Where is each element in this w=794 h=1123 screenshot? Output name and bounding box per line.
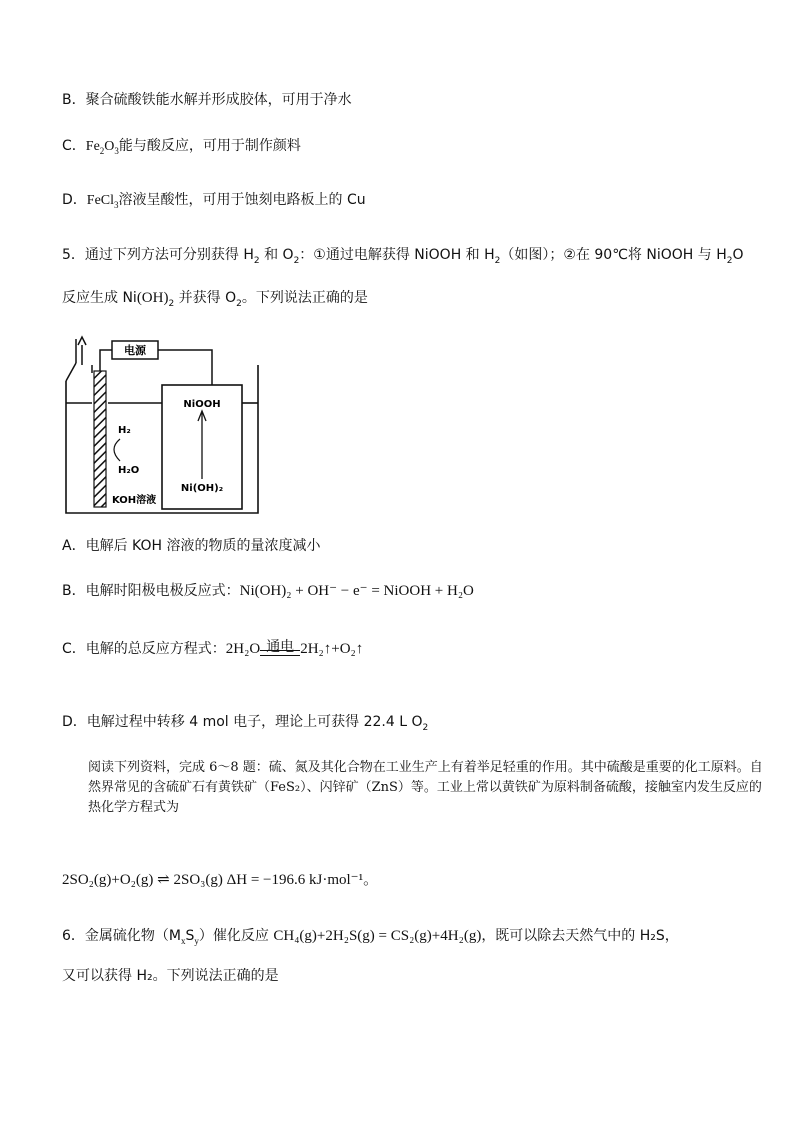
power-source-label: 电源 <box>124 344 146 357</box>
reading-material: 阅读下列资料，完成 6～8 题：硫、氮及其化合物在工业生产上有着举足轻重的作用。其中硫酸是重要的化工原料。自然界常见的含硫矿石有黄铁矿（FeS₂）、闪锌矿（ZnS）等。工业上常以黄铁矿为原料制备硫酸，接触室内发生反应的热化学方程式为 <box>88 760 763 815</box>
cathode-electrode <box>94 371 106 507</box>
option-text: 溶液呈酸性，可用于蚀刻电路板上的 Cu <box>118 192 366 208</box>
question-5-stem-line1: 5．通过下列方法可分别获得 $H_2$ 和 $O_2$：①通过电解获得 NiOOH 和 $H_2$（如图）；②在 90℃将 NiOOH 与 $H_2O$ <box>62 247 744 266</box>
question-6-stem-line2: 又可以获得 H₂。下列说法正确的是 <box>62 968 279 984</box>
option-letter: C． <box>62 138 86 154</box>
option-d-q4 <box>62 190 366 215</box>
h2-label: H₂ <box>118 425 131 436</box>
curved-arrow-icon <box>114 439 120 461</box>
electrolysis-diagram <box>62 333 262 519</box>
question-6-stem-line1: 6．金属硫化物$(M_xS_y)$催化反应 CH₄(g)+2H₂S(g) = CS₂(g)+4H₂(g)，既可以除去天然气中的 H₂S， <box>62 928 679 946</box>
option-letter: B． <box>62 92 86 108</box>
h2o-label: H₂O <box>118 465 140 476</box>
option-a-q5: A．电解后 KOH 溶液的物质的量浓度减小 <box>62 538 321 554</box>
electrolysis-condition: 通电 <box>260 634 300 664</box>
nioh2-label: Ni(OH)₂ <box>180 483 224 494</box>
gas-outlet-arrow-icon <box>66 337 92 381</box>
option-b-q5: B．电解时阳极电极反应式：Ni(OH)₂ + OH⁻ − e⁻ = NiOOH + H₂O <box>62 583 474 599</box>
option-text: 聚合硫酸铁能水解并形成胶体，可用于净水 <box>85 92 352 108</box>
option-c-q5: C．电解的总反应方程式：2H₂O 通电 2H₂↑+O₂↑ <box>62 634 363 664</box>
option-c-q4 <box>62 136 301 161</box>
option-b-q4 <box>62 90 352 110</box>
option-text: 能与酸反应，可用于制作颜料 <box>118 138 301 154</box>
option-d-q5: D．电解过程中转移 4 mol 电子，理论上可获得 22.4 L $O_2$ <box>62 714 429 733</box>
formula: FeCl$_3$ <box>86 193 119 210</box>
question-5-stem-line2: 反应生成 $Ni(OH)_2$ 并获得 $O_2$。下列说法正确的是 <box>62 290 368 309</box>
formula: $Fe_2O_3$ <box>85 139 119 156</box>
niooh-label: NiOOH <box>183 399 221 410</box>
equation: Ni(OH)₂ + OH⁻ − e⁻ = NiOOH + H₂O <box>239 583 474 599</box>
option-letter: D． <box>62 192 87 208</box>
reading-equation: 2SO₂(g)+O₂(g) ⇌ 2SO₃(g) ΔH = −196.6 kJ·mol⁻¹。 <box>62 872 379 888</box>
koh-solution-label: KOH溶液 <box>112 495 157 506</box>
